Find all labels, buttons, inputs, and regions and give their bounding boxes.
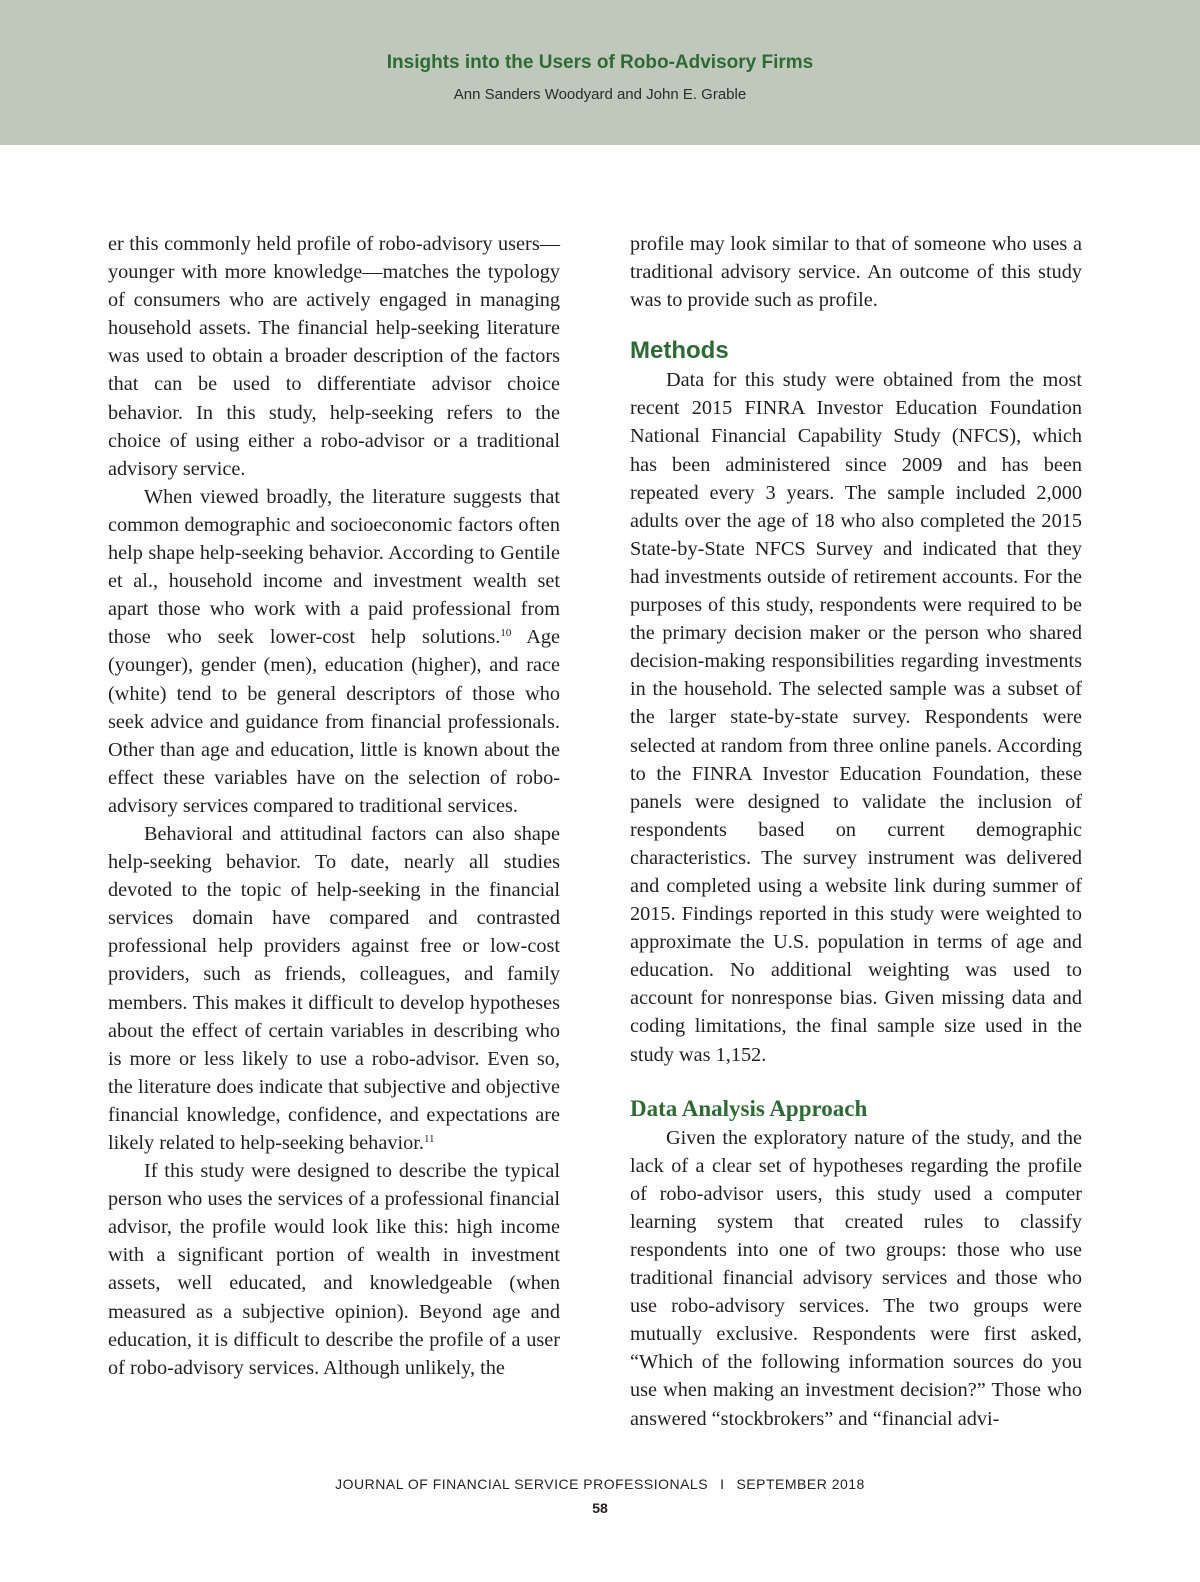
section-heading-methods: Methods xyxy=(630,337,729,365)
section-heading-data-analysis: Data Analysis Approach xyxy=(630,1095,868,1121)
paragraph xyxy=(108,483,560,820)
paragraph-text: Age (younger), gender (men), education (higher), and race (white) tend to be general descriptors of those who seek advice and guidance from financial professionals. Other than age and education, little is known about the effect these variables have on the selection of robo-advisory services compared to traditional services. xyxy=(108,626,561,817)
footnote-ref: 10 xyxy=(500,627,512,640)
paragraph: er this commonly held profile of robo-advisory users—younger with more knowledge—matches the typology of consumers who are actively engaged in managing household assets. The financial help-seeking literature was used to obtain a broader description of the factors that can be used to differentiate advisor choice behavior. In this study, help-seeking refers to the choice of using either a robo-advisor or a traditional advisory service. xyxy=(108,233,560,480)
paragraph-text: Behavioral and attitudinal factors can also shape help-seeking behavior. To date, nearly all studies devoted to the topic of help-seeking in the financial services domain have compared and contrasted professional help providers against free or low-cost providers, such as friends, colleagues, and family members. This makes it difficult to develop hypotheses about the effect of certain variables in describing who is more or less likely to use a robo-advisor. Even so, the literature does indicate that subjective and objective financial knowledge, confidence, and expectations are likely related to help-seeking behavior. xyxy=(108,822,560,1154)
paragraph: Given the exploratory nature of the study, and the lack of a clear set of hypotheses regarding the profile of robo-advisor users, this study used a computer learning system that created rules to classify respondents into one of two groups: those who use traditional financial advisory services and those who use robo-advisory services. The two groups were mutually exclusive. Respondents were first asked, “Which of the following information sources do you use when making an investment decision?” Those who answered “stockbrokers” and “financial advi- xyxy=(630,1126,1082,1430)
running-authors: Ann Sanders Woodyard and John E. Grable xyxy=(453,86,747,103)
paragraph xyxy=(108,820,560,1157)
page-number: 58 xyxy=(592,1500,608,1516)
right-column xyxy=(630,230,1082,1433)
footer-journal-line xyxy=(0,1476,1200,1492)
paragraph: profile may look similar to that of someone who uses a traditional advisory service. An outcome of this study was to provide such as profile. xyxy=(630,233,1082,312)
paragraph-text: When viewed broadly, the literature suggests that common demographic and socioeconomic factors often help shape help-seeking behavior. According to Gentile et al., household income and investment wealth set apart those who work with a paid professional from those who seek lower-cost help solutions. xyxy=(108,485,560,649)
footnote-ref: 11 xyxy=(423,1133,435,1145)
running-title: Insights into the Users of Robo-Advisory Firms xyxy=(386,52,814,73)
issue-date: SEPTEMBER 2018 xyxy=(736,1476,865,1492)
paragraph: If this study were designed to describe the typical person who uses the services of a professional financial advisor, the profile would look like this: high income with a significant portion of wealth in investment assets, well educated, and knowledgeable (when measured as a subjective opinion). Beyond age and education, it is difficult to describe the profile of a user of robo-advisory services. Although unlikely, the xyxy=(108,1160,560,1379)
paragraph: Data for this study were obtained from the most recent 2015 FINRA Investor Education Foundation National Financial Capability Study (NFCS), which has been administered since 2009 and has been repeated every 3 years. The sample included 2,000 adults over the age of 18 who also completed the 2015 State-by-State NFCS Survey and indicated that they had investments outside of retirement accounts. For the purposes of this study, respondents were required to be the primary decision maker or the person who shared decision-making responsibilities regarding investments in the household. The selected sample was a subset of the larger state-by-state survey. Respondents were selected at random from three online panels. According to the FINRA Investor Education Foundation, these panels were designed to validate the inclusion of respondents based on current demographic characteristics. The survey instrument was delivered and completed using a website link during summer of 2015. Findings reported in this study were weighted to approximate the U.S. population in terms of age and education. No additional weighting was used to account for nonresponse bias. Given missing data and coding limitations, the final sample size used in the study was 1,152. xyxy=(630,369,1082,1066)
left-column xyxy=(108,230,560,1382)
footer-separator: I xyxy=(720,1476,725,1492)
journal-name: JOURNAL OF FINANCIAL SERVICE PROFESSIONALS xyxy=(335,1476,709,1492)
